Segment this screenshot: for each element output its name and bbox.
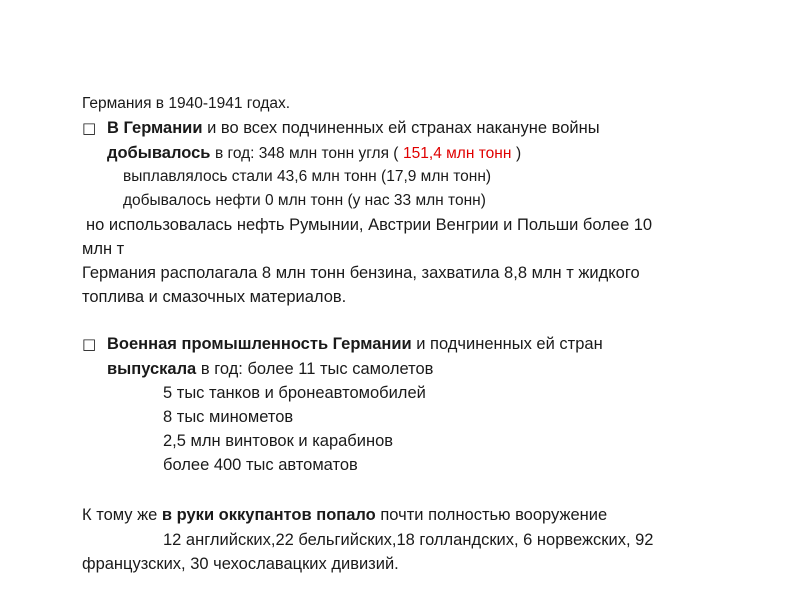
list-item: 2,5 млн винтовок и карабинов [163, 432, 394, 450]
text-line: 12 английских,22 бельгийских,18 голландских, 6 норвежских, 92 [163, 531, 654, 549]
text-line: К тому же в руки оккупантов попало почти полностью вооружение [82, 506, 608, 524]
text-line: выплавлялось стали 43,6 млн тонн (17,9 млн тонн) [123, 168, 492, 185]
hollow-square-bullet-icon: □ [82, 335, 97, 353]
text-line: французских, 30 чехославацких дивизий. [82, 555, 399, 573]
text-line: Германия располагала 8 млн тонн бензина, захватила 8,8 млн т жидкого [82, 264, 640, 282]
text-line: Военная промышленность Германии и подчиненных ей стран [107, 335, 603, 353]
text-line: добывалось нефти 0 млн тонн (у нас 33 млн тонн) [123, 192, 486, 209]
highlighted-value: 151,4 млн тонн [403, 145, 512, 162]
text-line: млн т [82, 240, 125, 258]
slide-heading: Германия в 1940-1941 годах. [82, 95, 291, 112]
list-item: более 400 тыс автоматов [163, 456, 358, 474]
text-line: топлива и смазочных материалов. [82, 288, 347, 306]
text-line: В Германии и во всех подчиненных ей странах накануне войны [107, 119, 600, 137]
text-line: выпускала в год: более 11 тыс самолетов [107, 360, 434, 378]
text-line: но использовалась нефть Румынии, Австрии Венгрии и Польши более 10 [86, 216, 653, 234]
hollow-square-bullet-icon: □ [82, 119, 97, 137]
text-line: добывалось в год: 348 млн тонн угля ( 151,4 млн тонн ) [107, 144, 522, 162]
list-item: 5 тыс танков и бронеавтомобилей [163, 384, 426, 402]
list-item: 8 тыс минометов [163, 408, 294, 426]
